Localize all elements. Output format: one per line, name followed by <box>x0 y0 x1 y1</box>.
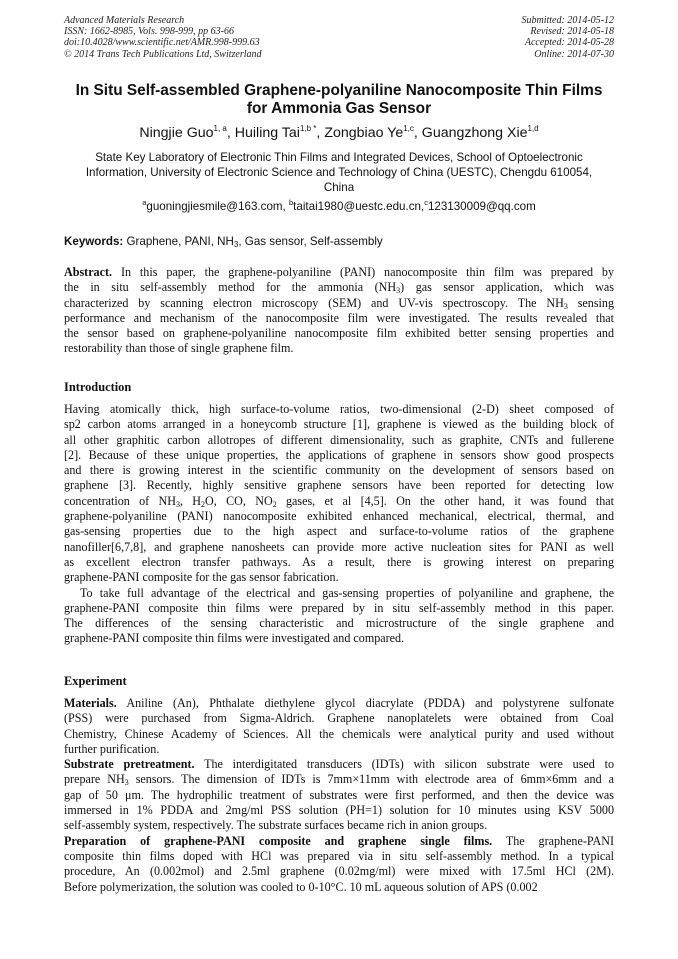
subscript: 2 <box>272 499 277 509</box>
text-run: restorability than those of single graphene film. <box>64 341 294 356</box>
text-line <box>64 265 614 280</box>
text-run: sensing <box>567 295 615 310</box>
email-mark: a <box>142 198 147 207</box>
text-line <box>64 742 614 757</box>
text-run: The interdigitated transducers (IDTs) with silicon substrate were used to <box>194 757 614 772</box>
text-line <box>64 818 614 833</box>
text-run: all other graphitic carbon allotropes of different dimensionality, such as graphite, CNTs and fullerene <box>64 432 614 447</box>
text-run: graphene-PANI composite thin films were investigated and compared. <box>64 631 405 646</box>
text-run: The graphene-PANI <box>492 833 614 848</box>
run-in-heading: Materials. <box>64 696 117 710</box>
keywords-text: Graphene, PANI, NH <box>123 235 234 248</box>
copyright-line: © 2014 Trans Tech Publications Ltd, Switzerland <box>64 48 262 60</box>
issn-line: ISSN: 1662-8985, Vols. 998-999, pp 63-66 <box>64 26 234 38</box>
email-list <box>40 200 638 214</box>
text-run: To take full advantage of the electrical and gas-sensing properties of polyaniline and graphene, the <box>80 585 614 600</box>
text-line <box>64 803 614 818</box>
text-run: The differences of the sensing characteristic and microstructure of the single graphene and <box>64 616 614 631</box>
text-line <box>64 448 614 463</box>
text-line <box>64 524 614 539</box>
accepted-date: Accepted: 2014-05-28 <box>524 37 614 49</box>
subscript: 3 <box>124 778 129 788</box>
text-run: ) gas sensor application, which was <box>400 280 614 295</box>
title-line: In Situ Self-assembled Graphene-polyaniline Nanocomposite Thin Films <box>75 82 603 99</box>
paper-title <box>40 82 638 118</box>
text-line <box>64 433 614 448</box>
text-run: prepare NH <box>64 772 125 787</box>
text-run: immersed in 1% PDDA and 2mg/ml PSS solution (PH=1) solution for 10 minutes using KSV 5000 <box>64 803 614 818</box>
text-run: the sensor based on graphene-polyaniline nanocomposite film exhibited better sensing properties and <box>64 326 614 341</box>
text-run: , H <box>179 493 202 508</box>
text-run: Aniline (An), Phthalate diethylene glycol diacrylate (PDDA) and polystyrene sulfonate <box>116 696 614 710</box>
run-in-heading: Substrate pretreatment. <box>64 757 195 772</box>
text-run: In this paper, the graphene-polyaniline (PANI) nanocomposite thin film was prepared by <box>112 265 614 279</box>
text-line <box>64 540 614 555</box>
journal-info <box>64 15 262 60</box>
text-line <box>64 555 614 570</box>
journal-name: Advanced Materials Research <box>64 15 185 26</box>
text-line <box>64 631 614 646</box>
text-line <box>64 601 614 616</box>
section-heading-introduction: Introduction <box>64 380 132 394</box>
text-run: performance and mechanism of the nanocomposite film were investigated. The results revealed that <box>64 310 614 325</box>
author-affiliation-mark: 1,c <box>403 124 414 133</box>
text-run: as excellent electron transfer pathways. As a result, there is growing interest on preparing <box>64 554 614 569</box>
text-line <box>64 296 614 311</box>
text-line <box>64 326 614 341</box>
text-run: gap of 50 μm. The hydrophilic treatment of substrates were first performed, and then the device was <box>64 787 614 802</box>
text-line <box>64 402 614 417</box>
author-name: Zongbiao Ye <box>324 125 404 141</box>
text-run: the in situ self-assembly method for the ammonia (NH <box>64 280 397 295</box>
text-line <box>64 788 614 803</box>
keywords-text-rest: , Gas sensor, Self-assembly <box>238 235 383 248</box>
section-heading-experiment: Experiment <box>64 674 127 688</box>
text-run: graphene-PANI composite thin films were prepared by in situ self-assembly method in this paper. <box>64 600 614 615</box>
text-run: graphene [3]. Recently, highly sensitive graphene sensors have been reported for detecting low <box>64 478 614 493</box>
author-affiliation-mark: 1,b * <box>299 124 317 133</box>
text-run: (PSS) were purchased from Sigma-Aldrich. Graphene nanoplatelets were obtained from Coal <box>64 711 614 726</box>
affiliation-line: Information, University of Electronic Science and Technology of China (UESTC), Chengdu 610054, <box>85 166 593 179</box>
text-run: self-assembly system, respectively. The substrate surfaces became rich in anion groups. <box>64 818 488 833</box>
submission-dates <box>522 15 615 60</box>
text-run: gases, et al [4,5]. On the other hand, it was found that <box>276 493 614 508</box>
author-separator: , <box>316 125 325 141</box>
author-affiliation-mark: 1, a <box>213 124 227 133</box>
text-run: Chemistry, Chinese Academy of Sciences. All the chemicals were analytical purity and used without <box>64 726 614 741</box>
introduction-body <box>64 402 614 647</box>
text-line <box>64 616 614 631</box>
text-run: concentration of NH <box>64 493 176 508</box>
text-line <box>64 494 614 509</box>
online-date: Online: 2014-07-30 <box>534 48 614 60</box>
experiment-body <box>64 696 614 895</box>
doi-line: doi:10.4028/www.scientific.net/AMR.998-999.63 <box>64 37 260 49</box>
text-line <box>64 711 614 726</box>
run-in-heading: Preparation of graphene-PANI composite and graphene single films. <box>64 833 493 848</box>
text-line <box>64 864 614 879</box>
title-line: for Ammonia Gas Sensor <box>246 100 432 117</box>
text-run: characterized by scanning electron microscopy (SEM) and UV-vis spectroscopy. The NH <box>64 295 564 310</box>
email-mark: b <box>289 198 294 207</box>
text-line <box>64 880 614 895</box>
text-line <box>64 757 614 772</box>
submitted-date: Submitted: 2014-05-12 <box>521 15 614 26</box>
text-line <box>64 463 614 478</box>
text-run: further purification. <box>64 741 160 756</box>
abstract <box>64 265 614 357</box>
text-line <box>64 849 614 864</box>
subscript: 3 <box>396 286 401 296</box>
text-run: Having atomically thick, high surface-to-volume ratios, two-dimensional (2-D) sheet composed of <box>64 402 614 416</box>
author-separator: , <box>413 125 422 141</box>
text-run: sp2 carbon atoms arranged in a honeycomb structure [1], graphene is viewed as the building block of <box>64 417 614 432</box>
text-line <box>64 727 614 742</box>
email-address: taitai1980@uestc.edu.cn, <box>293 200 425 213</box>
text-run: graphene-polyaniline (PANI) nanocomposite exhibited enhanced mechanical, electrical, thermal, and <box>64 509 614 524</box>
keywords <box>64 235 614 249</box>
subscript: 3 <box>563 301 568 311</box>
text-run: graphene-PANI composite for the gas sensor fabrication. <box>64 570 339 585</box>
email-address: guoningjiesmile@163.com, <box>146 200 289 213</box>
affiliation-line: State Key Laboratory of Electronic Thin Films and Integrated Devices, School of Optoelectronic <box>95 151 583 164</box>
text-line <box>64 280 614 295</box>
paragraph-lead: Abstract. <box>64 265 113 279</box>
affiliation-line: China <box>323 181 355 194</box>
text-run: sensors. The dimension of IDTs is 7mm×11mm with electrode area of 6mm×6mm and a <box>128 772 614 787</box>
text-line <box>64 570 614 585</box>
author-affiliation-mark: 1,d <box>527 124 539 133</box>
text-line <box>64 772 614 787</box>
author-name: Huiling Tai <box>234 125 300 141</box>
author-name: Guangzhong Xie <box>421 125 528 141</box>
email-mark: c <box>424 198 428 207</box>
email-address: 123130009@qq.com <box>427 200 536 213</box>
text-line <box>64 341 614 356</box>
text-run: nanofiller[6,7,8], and graphene nanosheets can provide more active nucleation sites for PANI as well <box>64 539 614 554</box>
keywords-subscript: 3 <box>233 240 239 249</box>
text-run: O, CO, NO <box>205 493 273 508</box>
text-run: procedure, An (0.002mol) and 2.5ml graphene (0.02mg/ml) were mixed with 17.5ml HCl (2M). <box>64 864 614 879</box>
author-separator: , <box>226 125 235 141</box>
text-run: Before polymerization, the solution was cooled to 0-10°C. 10 mL aqueous solution of APS (0.002 <box>64 879 538 894</box>
text-run: composite thin films doped with HCl was prepared via in situ self-assembly method. In a typical <box>64 848 614 863</box>
text-line <box>64 696 614 711</box>
keywords-label: Keywords: <box>64 235 124 248</box>
subscript: 3 <box>175 499 180 509</box>
text-line <box>64 417 614 432</box>
author-name: Ningjie Guo <box>139 125 214 141</box>
text-run: gas-sensing properties due to the high aspect and surface-to-volume ratios of the graphene <box>64 524 614 539</box>
text-line <box>64 478 614 493</box>
affiliation <box>40 150 638 195</box>
subscript: 2 <box>201 499 206 509</box>
revised-date: Revised: 2014-05-18 <box>530 26 614 38</box>
text-run: [2]. Because of these unique properties, the applications of graphene in sensors show good prospects <box>64 447 614 462</box>
text-line <box>64 311 614 326</box>
text-line <box>64 509 614 524</box>
text-line <box>64 586 614 601</box>
text-run: and there is growing interest in the scientific community on the development of sensors based on <box>64 463 614 478</box>
author-list <box>30 124 648 142</box>
text-line <box>64 834 614 849</box>
